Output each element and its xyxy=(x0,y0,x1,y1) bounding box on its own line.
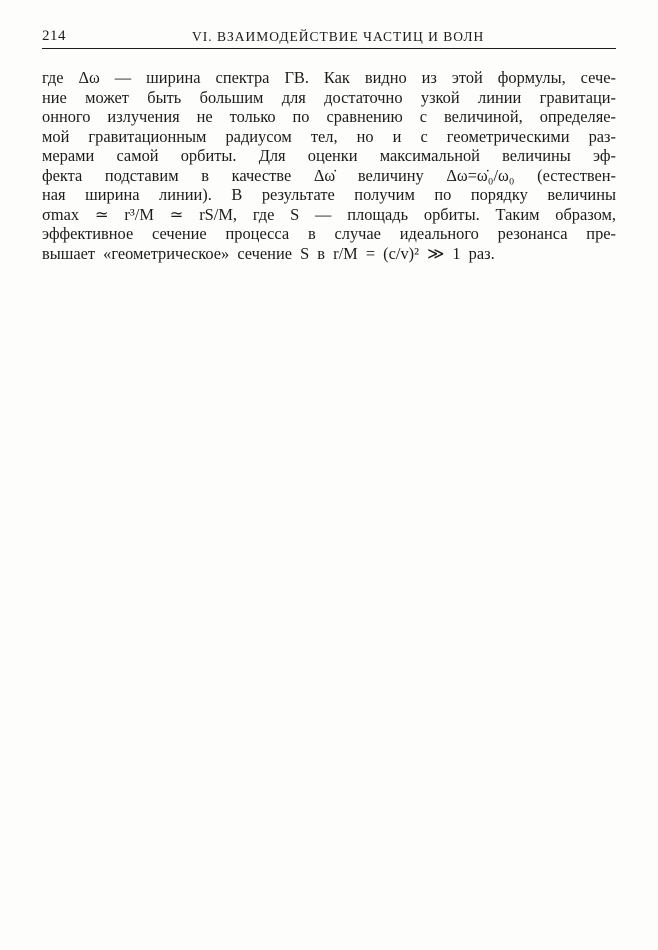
text-line: онного излучения не только по сравнению с величиной, определяе- xyxy=(42,107,616,126)
body-paragraph xyxy=(42,68,616,263)
text-line: σmax ≃ r³/M ≃ rS/M, где S — площадь орбиты. Таким образом, xyxy=(42,204,616,224)
text-line: мерами самой орбиты. Для оценки максимальной величины эф- xyxy=(42,146,616,165)
text-line: фекта подставим в качестве Δω̇ величину Δω=ω̇₀/ω₀ (естествен- xyxy=(42,165,616,185)
text-line: эффективное сечение процесса в случае идеального резонанса пре- xyxy=(42,224,616,243)
page-number: 214 xyxy=(42,28,66,44)
text-line: мой гравитационным радиусом тел, но и с геометрическими раз- xyxy=(42,126,616,146)
text-line: ние может быть большим для достаточно узкой линии гравитаци- xyxy=(42,87,616,107)
page-header xyxy=(42,26,616,49)
text-line: ная ширина линии). В результате получим по порядку величины xyxy=(42,185,616,204)
text-line-last: вышает «геометрическое» сечение S в r/M = (c/v)² ≫ 1 раз. xyxy=(42,243,495,263)
text-line: где Δω — ширина спектра ГВ. Как видно из этой формулы, сече- xyxy=(42,68,616,87)
running-head: VI. ВЗАИМОДЕЙСТВИЕ ЧАСТИЦ И ВОЛН xyxy=(192,29,485,44)
